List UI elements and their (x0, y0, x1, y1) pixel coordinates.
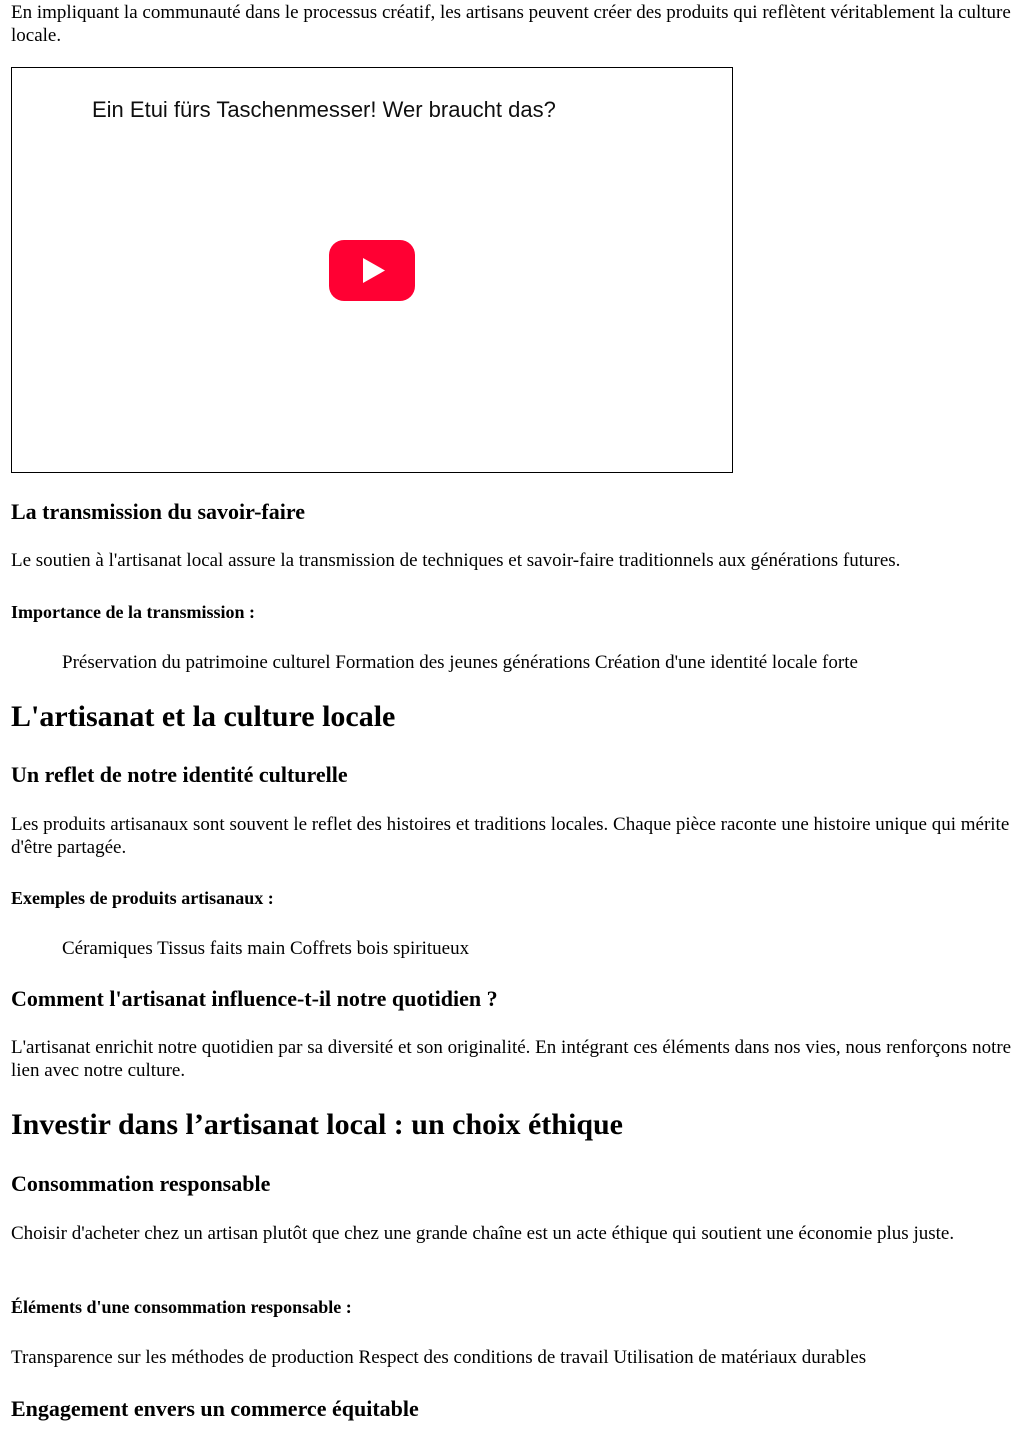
transmission-heading: La transmission du savoir-faire (11, 499, 305, 524)
intro-paragraph: En impliquant la communauté dans le processus créatif, les artisans peuvent créer des produits qui reflètent véritablement la culture locale. (11, 2, 1011, 46)
transmission-label: Importance de la transmission : (11, 602, 255, 622)
reflet-heading: Un reflet de notre identité culturelle (11, 762, 348, 787)
elements-label: Éléments d'une consommation responsable : (11, 1297, 352, 1317)
transmission-paragraph: Le soutien à l'artisanat local assure la transmission de techniques et savoir-faire traditionnels aux générations futures. (11, 550, 901, 571)
examples-label: Exemples de produits artisanaux : (11, 888, 274, 908)
video-title[interactable]: Ein Etui fürs Taschenmesser! Wer braucht das? (92, 97, 556, 122)
transmission-list: Préservation du patrimoine culturel Formation des jeunes générations Création d'une identité locale forte (62, 652, 858, 673)
reflet-paragraph: Les produits artisanaux sont souvent le reflet des histoires et traditions locales. Chaque pièce raconte une histoire unique qui mérite d'être partagée. (11, 814, 1010, 858)
engagement-heading: Engagement envers un commerce équitable (11, 1396, 419, 1421)
examples-list: Céramiques Tissus faits main Coffrets bois spiritueux (62, 938, 470, 959)
influence-paragraph: L'artisanat enrichit notre quotidien par sa diversité et son originalité. En intégrant ces éléments dans nos vies, nous renforçons notre lien avec notre culture. (11, 1037, 1012, 1081)
investir-heading: Investir dans l’artisanat local : un choix éthique (11, 1108, 623, 1141)
youtube-play-icon[interactable] (329, 240, 415, 301)
youtube-video-embed[interactable] (11, 67, 733, 473)
influence-heading: Comment l'artisanat influence-t-il notre quotidien ? (11, 986, 498, 1011)
conso-paragraph: Choisir d'acheter chez un artisan plutôt que chez une grande chaîne est un acte éthique qui soutient une économie plus juste. (11, 1223, 955, 1244)
culture-heading: L'artisanat et la culture locale (11, 700, 396, 733)
conso-heading: Consommation responsable (11, 1171, 271, 1196)
elements-list: Transparence sur les méthodes de production Respect des conditions de travail Utilisation de matériaux durables (11, 1347, 867, 1368)
